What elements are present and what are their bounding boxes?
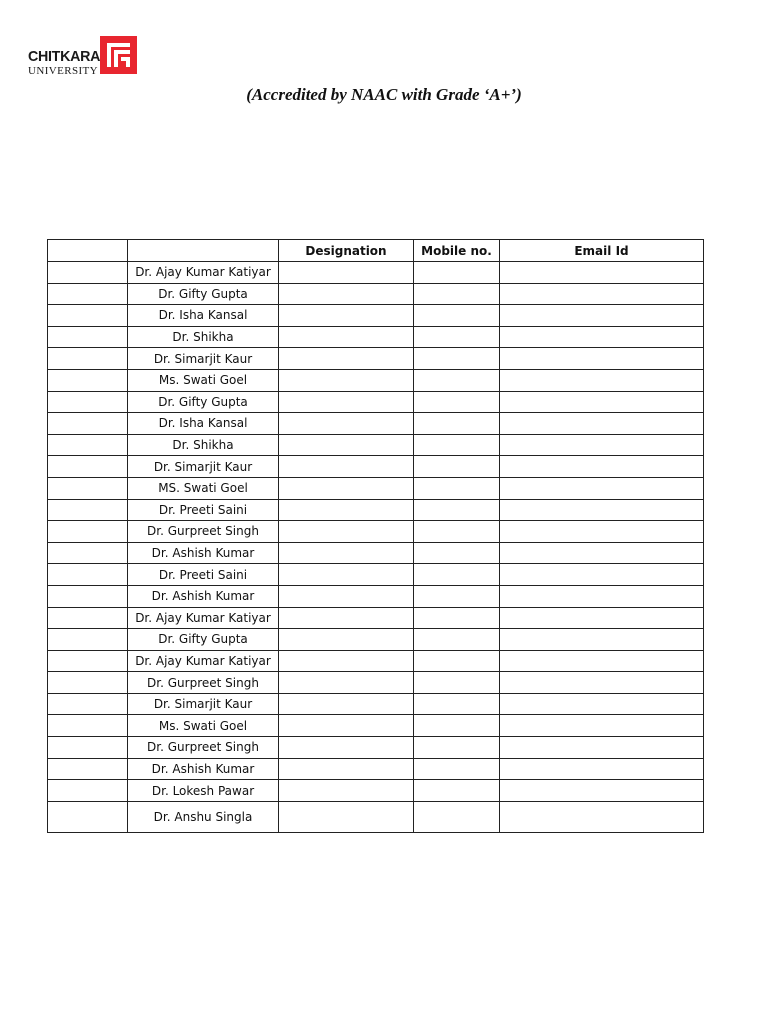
table-row xyxy=(48,369,704,391)
name-cell: Dr. Simarjit Kaur xyxy=(128,456,279,478)
serial-cell xyxy=(48,715,128,737)
table-row xyxy=(48,737,704,759)
name-cell: Dr. Gifty Gupta xyxy=(128,283,279,305)
mobile-cell xyxy=(414,305,500,327)
header-email: Email Id xyxy=(500,240,704,262)
mobile-cell xyxy=(414,542,500,564)
table-row xyxy=(48,564,704,586)
logo-wordmark xyxy=(28,36,100,77)
designation-cell xyxy=(279,283,414,305)
designation-cell xyxy=(279,629,414,651)
mobile-cell xyxy=(414,629,500,651)
table-row xyxy=(48,607,704,629)
name-cell: Dr. Gifty Gupta xyxy=(128,391,279,413)
logo-mark-icon xyxy=(100,36,137,74)
designation-cell xyxy=(279,456,414,478)
serial-cell xyxy=(48,780,128,802)
table-row xyxy=(48,348,704,370)
faculty-table xyxy=(47,239,704,833)
table-row xyxy=(48,780,704,802)
name-cell: Dr. Lokesh Pawar xyxy=(128,780,279,802)
name-cell: MS. Swati Goel xyxy=(128,477,279,499)
name-cell: Dr. Ashish Kumar xyxy=(128,542,279,564)
designation-cell xyxy=(279,672,414,694)
serial-cell xyxy=(48,348,128,370)
serial-cell xyxy=(48,456,128,478)
mobile-cell xyxy=(414,521,500,543)
table-row xyxy=(48,585,704,607)
name-cell: Dr. Anshu Singla xyxy=(128,801,279,832)
page-title: (Accredited by NAAC with Grade ‘A+’) xyxy=(246,85,522,104)
serial-cell xyxy=(48,521,128,543)
table-row xyxy=(48,262,704,284)
logo-subtitle: UNIVERSITY xyxy=(28,65,98,77)
name-cell: Dr. Ajay Kumar Katiyar xyxy=(128,262,279,284)
serial-cell xyxy=(48,499,128,521)
email-cell xyxy=(500,758,704,780)
mobile-cell xyxy=(414,391,500,413)
designation-cell xyxy=(279,780,414,802)
mobile-cell xyxy=(414,607,500,629)
table-row xyxy=(48,477,704,499)
name-cell: Dr. Ajay Kumar Katiyar xyxy=(128,650,279,672)
table-row xyxy=(48,542,704,564)
mobile-cell xyxy=(414,737,500,759)
table-row xyxy=(48,456,704,478)
header-blank-2 xyxy=(128,240,279,262)
email-cell xyxy=(500,607,704,629)
table-row xyxy=(48,758,704,780)
table-row xyxy=(48,650,704,672)
mobile-cell xyxy=(414,758,500,780)
designation-cell xyxy=(279,801,414,832)
email-cell xyxy=(500,672,704,694)
designation-cell xyxy=(279,607,414,629)
serial-cell xyxy=(48,262,128,284)
mobile-cell xyxy=(414,477,500,499)
serial-cell xyxy=(48,758,128,780)
email-cell xyxy=(500,456,704,478)
email-cell xyxy=(500,542,704,564)
table-row xyxy=(48,801,704,832)
table-header-row xyxy=(48,240,704,262)
table-row xyxy=(48,629,704,651)
email-cell xyxy=(500,391,704,413)
designation-cell xyxy=(279,564,414,586)
email-cell xyxy=(500,715,704,737)
mobile-cell xyxy=(414,801,500,832)
serial-cell xyxy=(48,585,128,607)
email-cell xyxy=(500,413,704,435)
serial-cell xyxy=(48,693,128,715)
mobile-cell xyxy=(414,434,500,456)
designation-cell xyxy=(279,348,414,370)
header-designation: Designation xyxy=(279,240,414,262)
mobile-cell xyxy=(414,456,500,478)
mobile-cell xyxy=(414,650,500,672)
designation-cell xyxy=(279,715,414,737)
designation-cell xyxy=(279,305,414,327)
table-row xyxy=(48,413,704,435)
serial-cell xyxy=(48,369,128,391)
serial-cell xyxy=(48,477,128,499)
name-cell: Ms. Swati Goel xyxy=(128,715,279,737)
email-cell xyxy=(500,348,704,370)
email-cell xyxy=(500,564,704,586)
mobile-cell xyxy=(414,369,500,391)
name-cell: Dr. Simarjit Kaur xyxy=(128,693,279,715)
email-cell xyxy=(500,434,704,456)
email-cell xyxy=(500,499,704,521)
table-row xyxy=(48,434,704,456)
name-cell: Dr. Shikha xyxy=(128,326,279,348)
mobile-cell xyxy=(414,283,500,305)
designation-cell xyxy=(279,542,414,564)
email-cell xyxy=(500,305,704,327)
mobile-cell xyxy=(414,780,500,802)
name-cell: Dr. Isha Kansal xyxy=(128,413,279,435)
serial-cell xyxy=(48,413,128,435)
logo-name: CHITKARA xyxy=(28,48,101,65)
email-cell xyxy=(500,369,704,391)
table-row xyxy=(48,521,704,543)
name-cell: Dr. Gurpreet Singh xyxy=(128,737,279,759)
serial-cell xyxy=(48,801,128,832)
designation-cell xyxy=(279,650,414,672)
serial-cell xyxy=(48,283,128,305)
university-logo xyxy=(28,36,138,76)
email-cell xyxy=(500,650,704,672)
email-cell xyxy=(500,780,704,802)
mobile-cell xyxy=(414,672,500,694)
serial-cell xyxy=(48,629,128,651)
name-cell: Dr. Ashish Kumar xyxy=(128,585,279,607)
name-cell: Dr. Simarjit Kaur xyxy=(128,348,279,370)
designation-cell xyxy=(279,434,414,456)
mobile-cell xyxy=(414,693,500,715)
serial-cell xyxy=(48,650,128,672)
designation-cell xyxy=(279,413,414,435)
name-cell: Dr. Ashish Kumar xyxy=(128,758,279,780)
mobile-cell xyxy=(414,564,500,586)
header-mobile: Mobile no. xyxy=(414,240,500,262)
serial-cell xyxy=(48,434,128,456)
designation-cell xyxy=(279,326,414,348)
name-cell: Dr. Gurpreet Singh xyxy=(128,672,279,694)
designation-cell xyxy=(279,521,414,543)
table-row xyxy=(48,326,704,348)
email-cell xyxy=(500,521,704,543)
serial-cell xyxy=(48,564,128,586)
designation-cell xyxy=(279,391,414,413)
name-cell: Dr. Gurpreet Singh xyxy=(128,521,279,543)
serial-cell xyxy=(48,607,128,629)
designation-cell xyxy=(279,758,414,780)
header-blank-1 xyxy=(48,240,128,262)
name-cell: Dr. Preeti Saini xyxy=(128,564,279,586)
table-row xyxy=(48,715,704,737)
email-cell xyxy=(500,629,704,651)
serial-cell xyxy=(48,672,128,694)
email-cell xyxy=(500,477,704,499)
table-row xyxy=(48,391,704,413)
serial-cell xyxy=(48,305,128,327)
designation-cell xyxy=(279,585,414,607)
table-row xyxy=(48,693,704,715)
mobile-cell xyxy=(414,262,500,284)
name-cell: Ms. Swati Goel xyxy=(128,369,279,391)
mobile-cell xyxy=(414,348,500,370)
table-row xyxy=(48,499,704,521)
name-cell: Dr. Shikha xyxy=(128,434,279,456)
mobile-cell xyxy=(414,715,500,737)
email-cell xyxy=(500,693,704,715)
serial-cell xyxy=(48,737,128,759)
designation-cell xyxy=(279,477,414,499)
email-cell xyxy=(500,585,704,607)
designation-cell xyxy=(279,499,414,521)
table-row xyxy=(48,283,704,305)
mobile-cell xyxy=(414,413,500,435)
email-cell xyxy=(500,737,704,759)
mobile-cell xyxy=(414,585,500,607)
mobile-cell xyxy=(414,499,500,521)
name-cell: Dr. Gifty Gupta xyxy=(128,629,279,651)
name-cell: Dr. Ajay Kumar Katiyar xyxy=(128,607,279,629)
email-cell xyxy=(500,326,704,348)
email-cell xyxy=(500,801,704,832)
name-cell: Dr. Preeti Saini xyxy=(128,499,279,521)
table-row xyxy=(48,305,704,327)
designation-cell xyxy=(279,693,414,715)
name-cell: Dr. Isha Kansal xyxy=(128,305,279,327)
email-cell xyxy=(500,283,704,305)
designation-cell xyxy=(279,737,414,759)
serial-cell xyxy=(48,542,128,564)
serial-cell xyxy=(48,326,128,348)
designation-cell xyxy=(279,369,414,391)
serial-cell xyxy=(48,391,128,413)
table-row xyxy=(48,672,704,694)
email-cell xyxy=(500,262,704,284)
mobile-cell xyxy=(414,326,500,348)
designation-cell xyxy=(279,262,414,284)
